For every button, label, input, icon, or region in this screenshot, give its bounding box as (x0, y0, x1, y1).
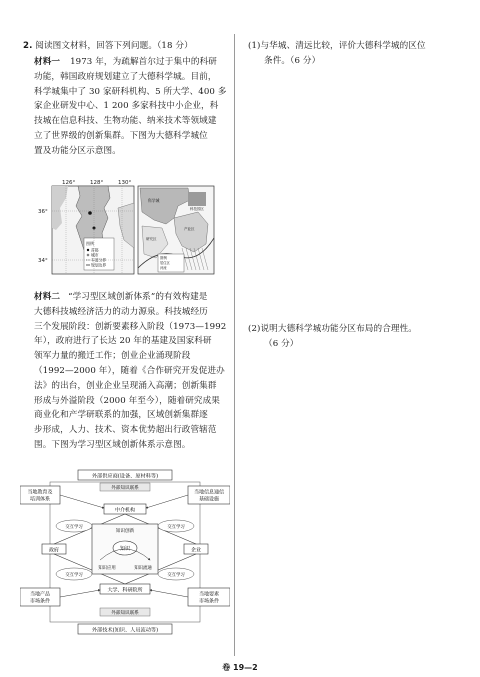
legend-item: 车道分界 (91, 257, 107, 263)
external-tech-label: 外部技术(知识、人员流动等) (91, 627, 159, 634)
lon-label: 128° (90, 180, 104, 186)
lon-label: 126° (62, 180, 76, 186)
exchange-label: 交互学习 (167, 573, 185, 578)
location-map-figure (38, 178, 216, 280)
sub-question-text: 说明大德科学城功能分区布局的合理性。 (260, 324, 417, 334)
sub-question-text: 条件。（6 分） (264, 55, 321, 66)
knowledge-circulation-label: 知识流通 (134, 566, 152, 571)
material-two-line: 围。下图为学习型区域创新体系示意图。 (34, 439, 191, 450)
external-link-label: 外部知识联系 (111, 486, 139, 491)
lat-label: 36° (38, 209, 48, 215)
sub-question-number: (2) (248, 324, 261, 334)
external-suppliers-label: 外部供应商(设备、原材料等) (91, 473, 159, 480)
column-divider (234, 34, 235, 656)
exchange-label: 交互学习 (65, 525, 83, 530)
lat-label: 34° (38, 258, 48, 264)
material-one (34, 55, 232, 159)
sub-question-number: (1) (248, 41, 261, 51)
lon-label: 130° (118, 180, 132, 186)
product-market-label: 市场条件 (29, 598, 51, 605)
education-label: 当地教育及 (27, 489, 53, 496)
ict-label: 当地信息通信 (193, 489, 225, 496)
material-two-line: （1992—2000 年），随着《合作研究开发促进办 (34, 365, 225, 376)
question-2 (248, 322, 458, 352)
material-one-line: 功能，韩国政府规划建立了大德科学城。目前， (34, 71, 217, 82)
ict-label: 基础设施 (198, 496, 220, 503)
legend-title: 图例 (86, 241, 94, 246)
external-link-label: 外部知识联系 (111, 611, 139, 616)
zone-label: 研究区 (146, 237, 157, 241)
enterprise-label: 企业 (190, 547, 202, 554)
knowledge-application-label: 知识应用 (98, 566, 116, 571)
material-two-line: 步形成，人力、技术、资本优势超出行政管辖范 (34, 425, 217, 436)
legend-title: 图例 (160, 256, 167, 260)
zone-label: 居住区 (160, 261, 170, 265)
legend-item: 城市 (91, 252, 99, 258)
material-one-line: 科学城集中了 30 家研科机构、5 所大学、400 多 (34, 86, 227, 97)
zone-label: 科学城 (148, 198, 160, 203)
legend-item: 首都 (91, 247, 99, 253)
factor-market-label: 市场条件 (198, 598, 220, 605)
material-one-line: 家企业研发中心、1 200 多家科技中小企业，科 (34, 101, 219, 112)
material-two-line: “学习型区域创新体系”的有效构建是 (68, 292, 208, 302)
sub-question-text: （6 分） (264, 338, 299, 349)
legend-item: 规划边界 (91, 262, 107, 268)
material-one-label: 材料一 (34, 57, 61, 67)
material-two-line: 三个发展阶段：创新要素移入阶段（1973—1992 (34, 321, 227, 332)
material-two-line: 领军力量的搬迁工作；创业企业涌现阶段 (34, 351, 191, 362)
question-instruction: 阅读图文材料，回答下列问题。（18 分） (35, 41, 193, 51)
material-two-line: 年），政府进行了长达 20 年的基建及国家科研 (34, 336, 212, 347)
material-one-line: 技城在信息科技、生物功能、纳米技术等领域建 (34, 116, 217, 127)
university-label: 大学、科研院所 (107, 587, 143, 594)
material-two-line: 法》的出台，创业企业呈现涌入高潮；创新集群 (34, 380, 217, 391)
zone-label: 河流 (160, 266, 167, 270)
material-two (34, 290, 232, 453)
question-header (23, 39, 233, 54)
daedeok-zoning-map (138, 186, 214, 274)
material-two-label: 材料二 (34, 292, 61, 302)
material-one-line: 立了世界级的创新集群。下图为大德科学城位 (34, 130, 208, 141)
question-1 (248, 39, 458, 69)
exchange-label: 交互学习 (65, 573, 83, 578)
material-one-line: 1973 年，为疏解首尔过于集中的科研 (70, 57, 217, 67)
material-one-line: 置及功能分区示意图。 (34, 145, 121, 156)
question-number: 2. (23, 41, 33, 51)
material-two-line: 形成与外溢阶段（2000 年至今），随着研究成果 (34, 395, 220, 406)
korea-location-map (38, 180, 134, 274)
exchange-label: 交互学习 (167, 525, 185, 530)
page-footer: 卷 19—2 (222, 663, 258, 672)
intermediary-label: 中介机构 (114, 507, 136, 514)
factor-market-label: 当地要素 (198, 591, 220, 598)
material-two-line: 商业化和产学研联系的加强，区域创新集群逐 (34, 410, 208, 421)
innovation-system-diagram (20, 468, 230, 638)
sub-question-text: 与华城、清远比较，评价大德科学城的区位 (260, 41, 426, 51)
material-two-line: 大德科技城经济活力的动力源泉。科技城经历 (34, 306, 208, 317)
government-label: 政府 (48, 547, 60, 554)
product-market-label: 当地产品 (29, 591, 51, 598)
zone-label: 科技园区 (190, 207, 204, 211)
knowledge-innovation-label: 知识创新 (115, 529, 135, 534)
capital-marker (88, 211, 92, 215)
knowledge-label: 知识 (119, 546, 131, 552)
education-label: 培训体系 (29, 496, 51, 503)
zone-label: 产业区 (184, 227, 195, 231)
